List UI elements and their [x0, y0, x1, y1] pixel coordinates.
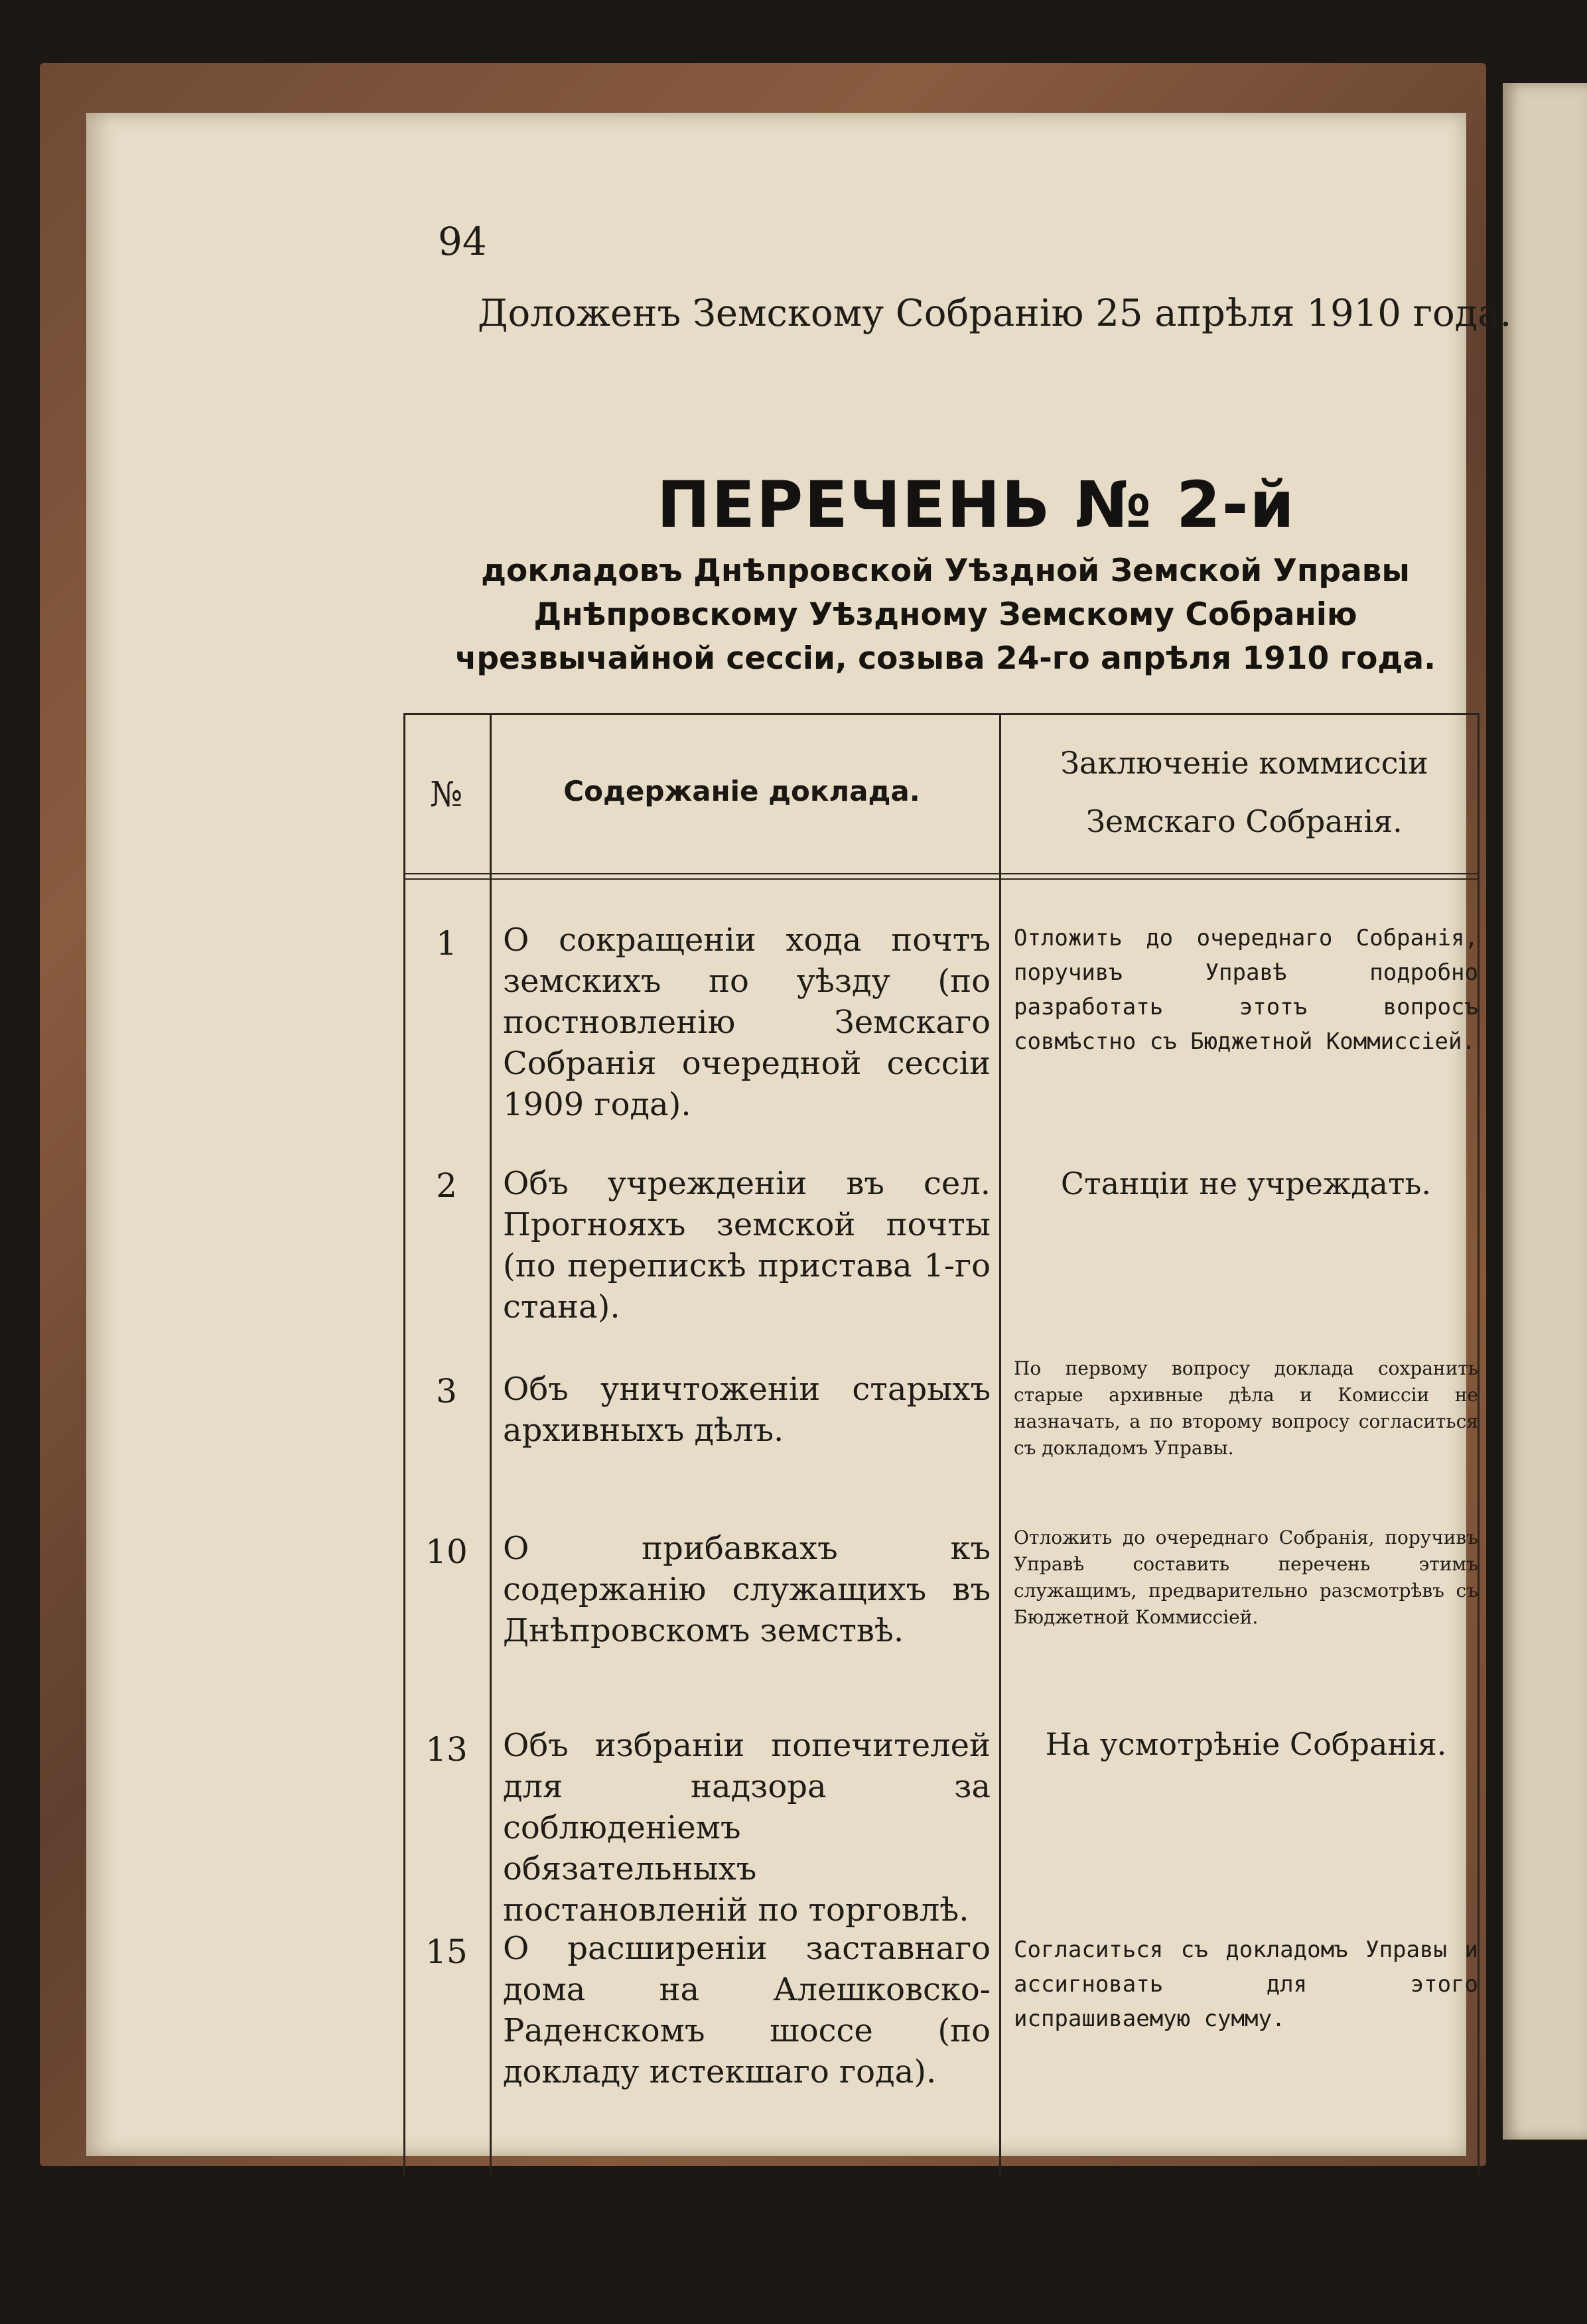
row-content: Объ избраніи попечителей для надзора за соблюденіемъ обязательныхъ постановленій по торговлѣ. — [503, 1727, 991, 1929]
header-note: Доложенъ Земскому Собранію 25 апрѣля 1910 года. — [478, 292, 1512, 335]
row-conclusion: По первому вопросу доклада сохранить старые архивные дѣла и Комиссіи не назначать, а по второму вопросу согласиться съ докладомъ Управы. — [1014, 1357, 1478, 1459]
row-number: 2 — [436, 1166, 457, 1205]
row-content: О расширеніи заставнаго дома на Алешковско-Раденскомъ шоссе (по докладу истекшаго года). — [503, 1930, 991, 2090]
header-rule — [403, 878, 1480, 880]
page-number: 94 — [438, 219, 487, 264]
row-conclusion: Отложить до очереднаго Собранія, поручивъ Управѣ составить перечень этимъ служащимъ, предварительно разсмотрѣвъ съ Бюджетной Коммиссіей. — [1014, 1527, 1478, 1628]
row-number: 1 — [436, 924, 457, 963]
row-content: Объ уничтоженіи старыхъ архивныхъ дѣлъ. — [503, 1371, 991, 1449]
row-conclusion: Отложить до очереднаго Собранія, поручивъ Управѣ подробно разработать этотъ вопросъ совмѣстно съ Бюджетной Коммиссіей. — [1014, 925, 1478, 1055]
document-title: ПЕРЕЧЕНЬ № 2-й — [657, 468, 1296, 542]
row-conclusion: Станціи не учреждать. — [1060, 1166, 1432, 1201]
row-number: 13 — [425, 1730, 468, 1769]
header-rule — [403, 873, 1480, 874]
row-content: О сокращеніи хода почтъ земскихъ по уѣзду (по постновленію Земскаго Собранія очередной сессіи 1909 года). — [503, 922, 991, 1123]
row-content: О прибавкахъ къ содержанію служащихъ въ Днѣпровскомъ земствѣ. — [503, 1530, 991, 1649]
row-number: 15 — [425, 1933, 468, 1971]
table-column-rule — [999, 715, 1001, 2175]
header-conclusion: Заключеніе коммиссіи Земскаго Собранія. — [1060, 745, 1428, 839]
row-number: 10 — [425, 1533, 468, 1571]
table-column-rule — [490, 715, 492, 2175]
header-number: № — [430, 775, 463, 815]
reports-table — [403, 713, 1480, 2175]
row-conclusion: На усмотрѣніе Собранія. — [1045, 1726, 1447, 1762]
document-subtitle: докладовъ Днѣпровской Уѣздной Земской Управы Днѣпровскому Уѣздному Земскому Собранію чрезвычайной сессіи, созыва 24-го апрѣля 1910 года. — [455, 553, 1436, 677]
row-conclusion: Согласиться съ докладомъ Управы и ассигновать для этого испрашиваемую сумму. — [1014, 1937, 1478, 2032]
table-left-rule — [403, 715, 405, 2175]
adjacent-page-edge — [1503, 83, 1587, 2140]
row-number: 3 — [436, 1372, 457, 1410]
header-content: Содержаніе доклада. — [563, 775, 920, 807]
row-content: Объ учрежденіи въ сел. Прогнояхъ земской почты (по перепискѣ пристава 1-го стана). — [503, 1165, 991, 1326]
